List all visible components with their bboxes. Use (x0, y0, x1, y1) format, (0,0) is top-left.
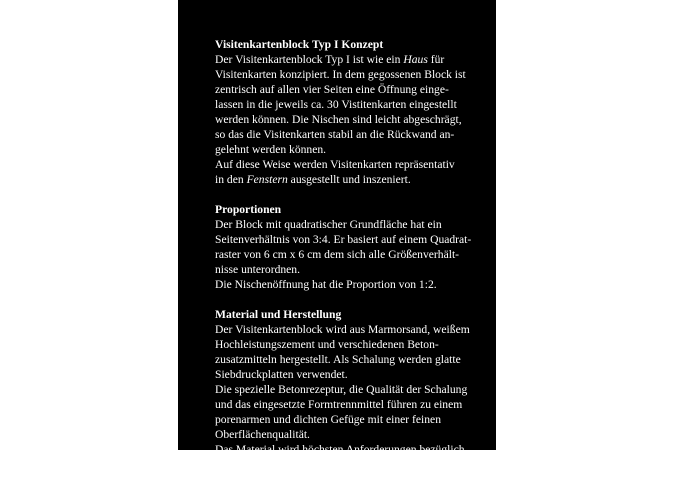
text-line (215, 82, 477, 97)
text-run: Seitenverhältnis von 3:4. Er basiert auf einem Quadrat- (215, 233, 472, 246)
text-line (215, 352, 477, 367)
text-run: lassen in die jeweils ca. 30 Vistitenkarten eingestellt (215, 98, 457, 111)
text-run: porenarmen und dichten Gefüge mit einer feinen (215, 413, 441, 426)
text-line (215, 457, 477, 472)
text-run: nisse unterordnen. (215, 263, 301, 276)
text-run: Die Nischenöffnung hat die Proportion von 1:2. (215, 278, 437, 291)
text-line (215, 67, 477, 82)
text-line (215, 397, 477, 412)
text-run: Das Material wird höchsten Anforderungen bezüglich (215, 443, 465, 456)
document-text (215, 37, 477, 487)
text-line (215, 322, 477, 337)
text-run: zusatzmitteln hergestellt. Als Schalung werden glatte (215, 353, 461, 366)
text-run: Oberflächenqualität. (215, 428, 310, 441)
text-line (215, 97, 477, 112)
text-line (215, 232, 477, 247)
text-run: so das die Visitenkarten stabil an die Rückwand an- (215, 128, 455, 141)
text-run: Siebdruckplatten verwendet. (215, 368, 348, 381)
text-run: in den (215, 173, 247, 186)
text-run: und das eingesetzte Formtrennmittel führen zu einem (215, 398, 463, 411)
text-run: für (427, 53, 445, 66)
text-run: Der Block mit quadratischer Grundfläche hat ein (215, 218, 442, 231)
text-line (215, 247, 477, 262)
text-run: gelehnt werden können. (215, 143, 327, 156)
section (215, 202, 477, 292)
text-line (215, 112, 477, 127)
text-line (215, 367, 477, 382)
text-line (215, 262, 477, 277)
emphasized-word: Fenstern (246, 173, 288, 186)
text-run: Die spezielle Betonrezeptur, die Qualität der Schalung (215, 383, 468, 396)
section (215, 307, 477, 472)
text-run: Der Visitenkartenblock wird aus Marmorsand, weißem (215, 323, 470, 336)
text-line (215, 337, 477, 352)
text-run: werden können. Die Nischen sind leicht abgeschrägt, (215, 113, 462, 126)
text-line (215, 277, 477, 292)
text-run: raster von 6 cm x 6 cm dem sich alle Größenverhält- (215, 248, 460, 261)
section-heading: Proportionen (215, 203, 282, 216)
text-line (215, 52, 477, 67)
text-run: Dichtigkeit, Festigkeit und Dauerhaftigkeit gerecht. (215, 458, 455, 471)
text-line (215, 412, 477, 427)
text-line (215, 157, 477, 172)
text-run: Der Visitenkartenblock Typ I ist wie ein (215, 53, 404, 66)
text-line (215, 217, 477, 232)
text-run: Hochleistungszement und verschiedenen Beton- (215, 338, 439, 351)
text-line (215, 382, 477, 397)
section (215, 37, 477, 187)
text-line (215, 172, 477, 187)
section-heading: Visitenkartenblock Typ I Konzept (215, 38, 384, 51)
text-line (215, 427, 477, 442)
text-line (215, 142, 477, 157)
text-run: Auf diese Weise werden Visitenkarten repräsentativ (215, 158, 455, 171)
text-run: Visitenkarten konzipiert. In dem gegossenen Block ist (215, 68, 466, 81)
text-line (215, 127, 477, 142)
text-run: ausgestellt und inszeniert. (287, 173, 411, 186)
emphasized-word: Haus (403, 53, 428, 66)
section-heading: Material und Herstellung (215, 308, 342, 321)
text-run: zentrisch auf allen vier Seiten eine Öffnung einge- (215, 83, 449, 96)
